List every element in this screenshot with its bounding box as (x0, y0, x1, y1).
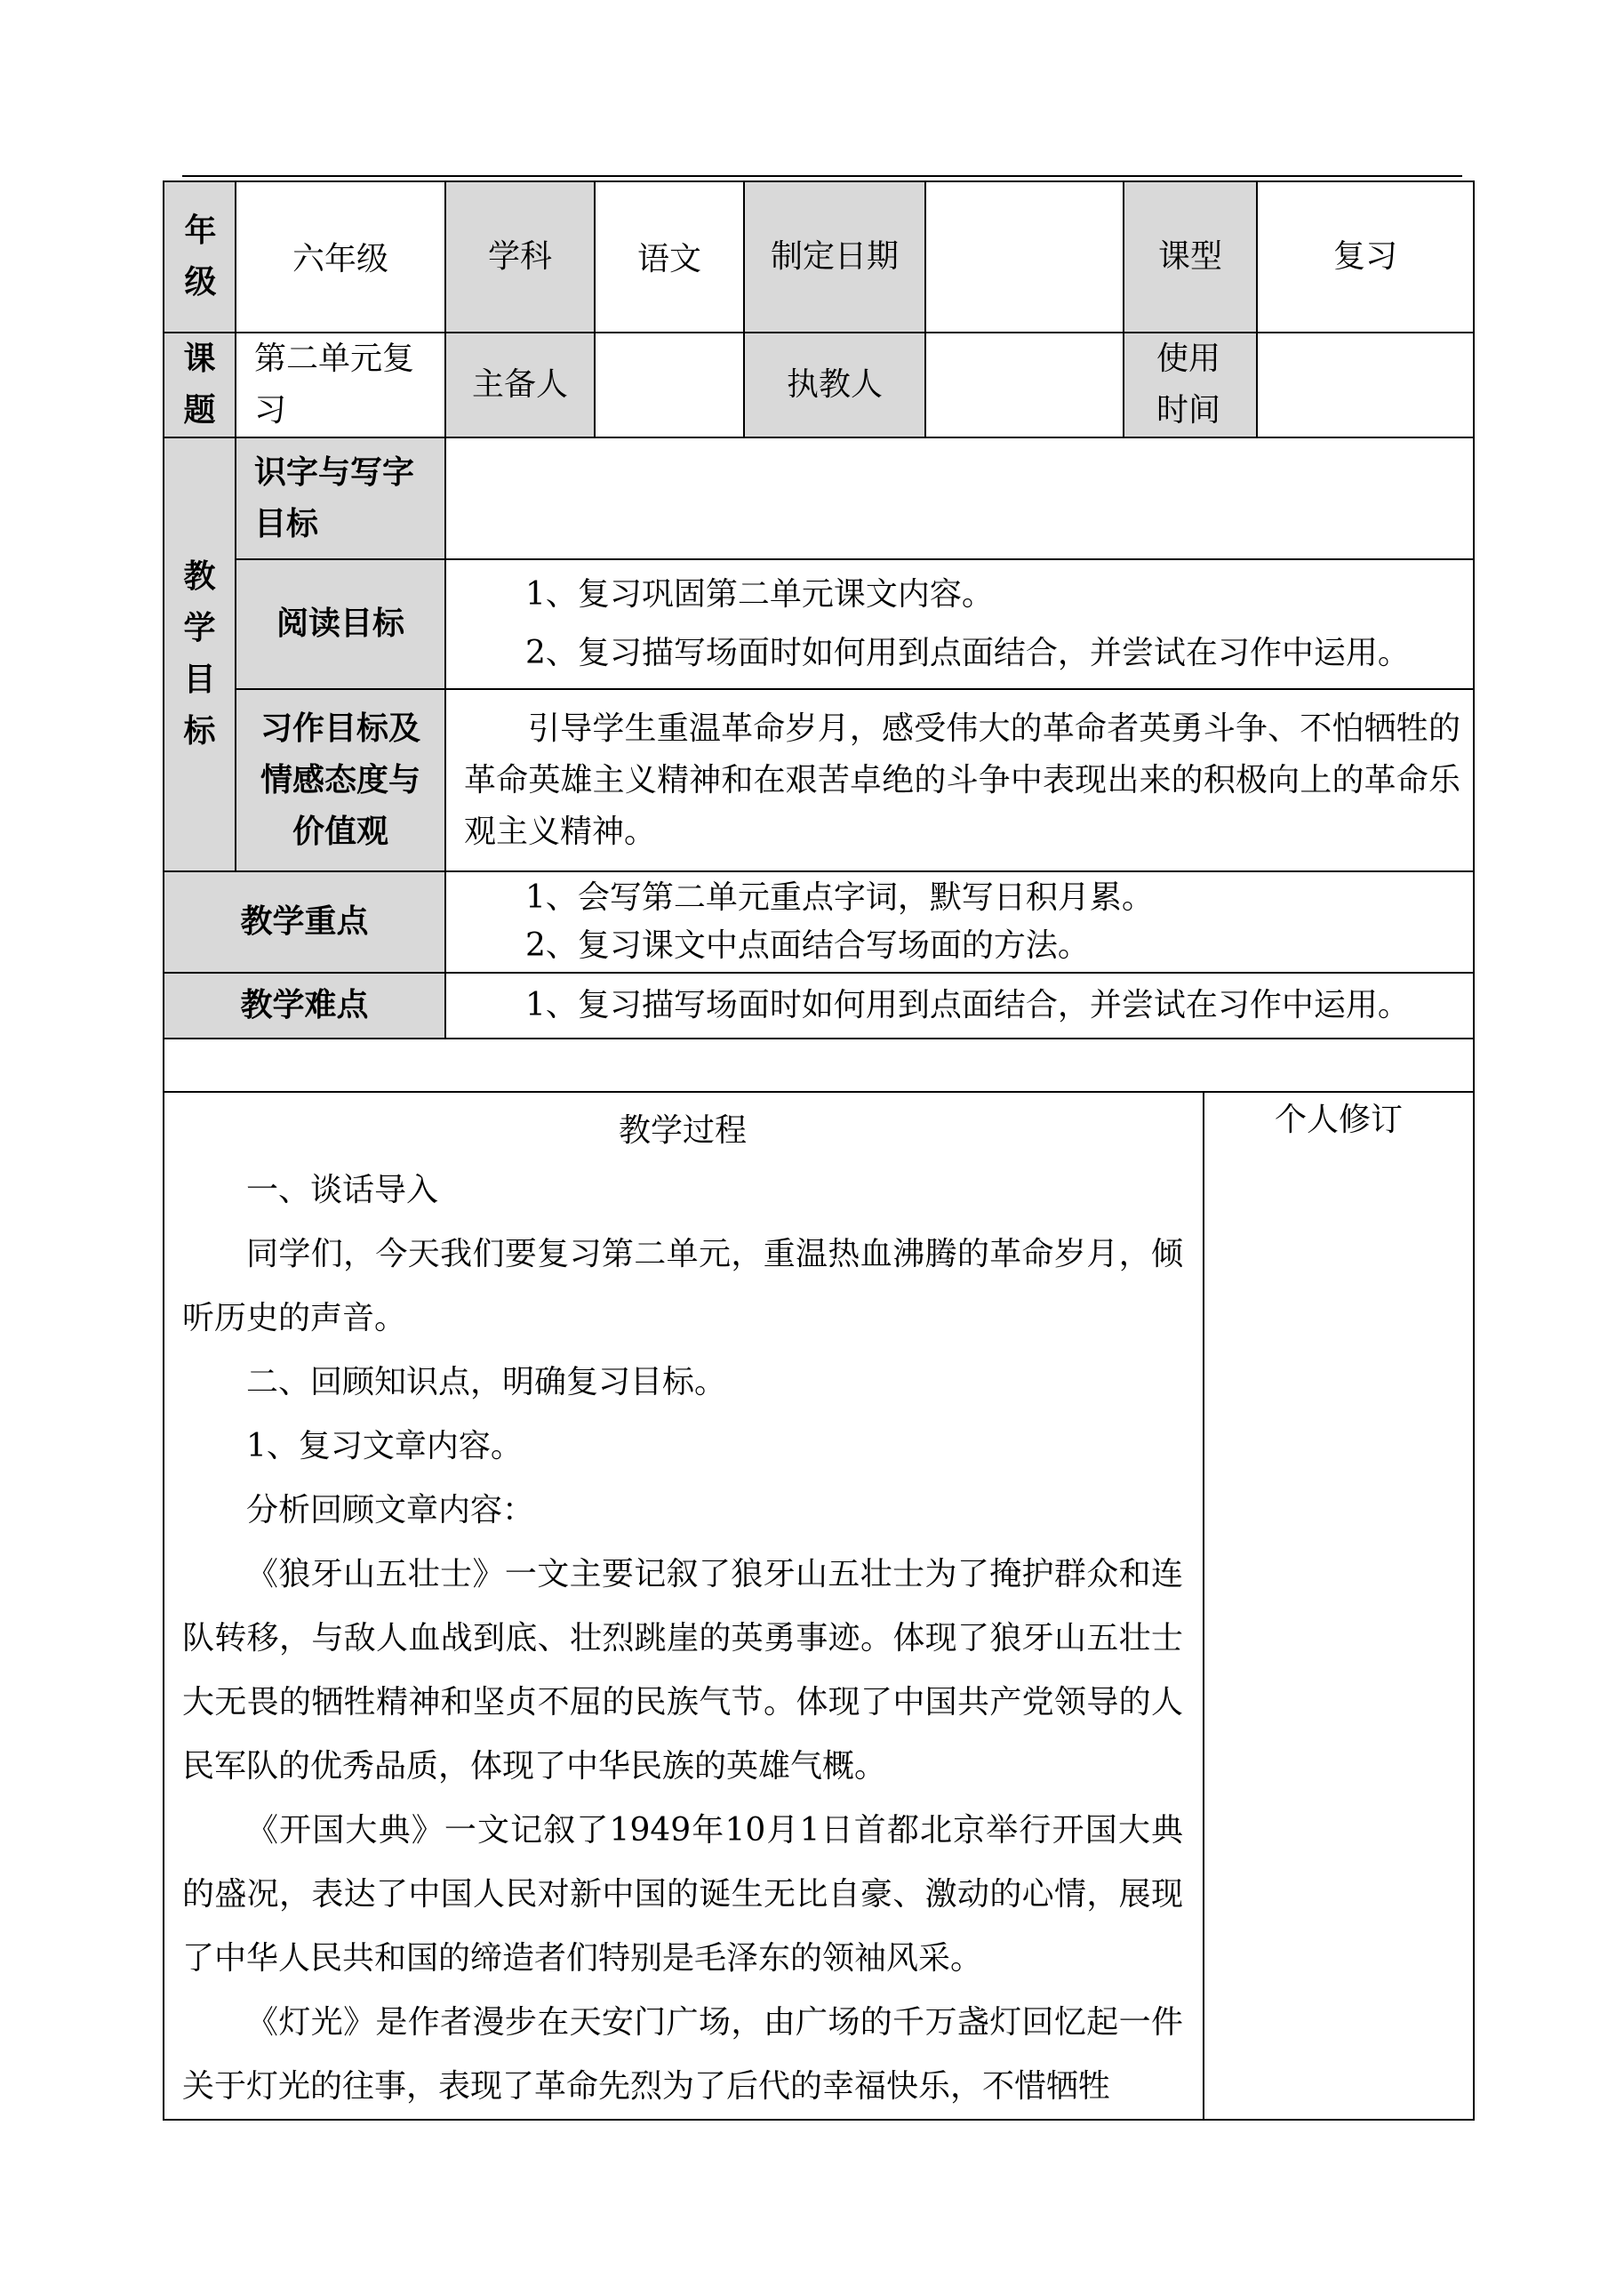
literacy-row (164, 437, 1474, 559)
teacher-label: 执教人 (744, 333, 925, 437)
literacy-text (445, 437, 1474, 559)
revision-cell (1204, 1092, 1474, 2120)
writing-text: 引导学生重温革命岁月，感受伟大的革命者英勇斗争、不怕牺牲的革命英雄主义精神和在艰苦卓绝的斗争中表现出来的积极向上的革命乐观主义精神。 (445, 689, 1474, 871)
writing-label-cell (236, 689, 445, 871)
info-row-1 (164, 181, 1474, 333)
date-value (925, 181, 1124, 333)
grade-value: 六年级 (236, 181, 445, 333)
process-paragraph: 《灯光》是作者漫步在天安门广场，由广场的千万盏灯回忆起一件关于灯光的往事，表现了革命先烈为了后代的幸福快乐，不惜牺牲 (182, 2004, 1183, 2105)
key-point-item: 2、复习课文中点面结合写场面的方法。 (525, 927, 1090, 964)
key-points-table (163, 870, 1475, 1093)
info-row-2 (164, 333, 1474, 437)
grade-label: 年级 (184, 213, 217, 301)
header-rule (182, 175, 1462, 177)
process-row (164, 1092, 1474, 2120)
use-time-label: 使用时间 (1156, 341, 1221, 429)
process-paragraph: 《开国大典》一文记叙了1949年10月1日首都北京举行开国大典的盛况，表达了中国人民对新中国的诞生无比自豪、激动的心情，展现了中华人民共和国的缔造者们特别是毛泽东的领袖风采。 (182, 1812, 1183, 1977)
reading-label: 阅读目标 (236, 559, 445, 689)
preparer-value (595, 333, 744, 437)
reading-row (164, 559, 1474, 689)
writing-row (164, 689, 1474, 871)
key-points-row (164, 871, 1474, 973)
process-title: 教学过程 (618, 1112, 747, 1149)
date-label: 制定日期 (744, 181, 925, 333)
difficulties-items (445, 973, 1474, 1039)
revision-label: 个人修订 (1274, 1102, 1403, 1138)
process-paragraph: 一、谈话导入 (246, 1172, 439, 1208)
difficulty-item: 1、复习描写场面时如何用到点面结合，并尝试在习作中运用。 (525, 987, 1410, 1023)
process-table (163, 1091, 1475, 2121)
key-point-item: 1、会写第二单元重点字词，默写日积月累。 (525, 879, 1154, 916)
process-paragraph: 《狼牙山五壮士》一文主要记叙了狼牙山五壮士为了掩护群众和连队转移，与敌人血战到底、壮烈跳崖的英勇事迹。体现了狼牙山五壮士大无畏的牺牲精神和坚贞不屈的民族气节。体现了中国共产党领导的人民军队的优秀品质，体现了中华民族的英雄气概。 (182, 1556, 1183, 1785)
lesson-plan-table (163, 180, 1473, 2121)
process-cell (164, 1092, 1204, 2120)
key-points-items (445, 871, 1474, 973)
topic-label-cell (164, 333, 236, 437)
grade-label-cell (164, 181, 236, 333)
preparer-label: 主备人 (445, 333, 595, 437)
type-value: 复习 (1257, 181, 1474, 333)
literacy-label: 识字与写字目标 (236, 437, 445, 559)
difficulties-row (164, 973, 1474, 1039)
use-time-value (1257, 333, 1474, 437)
topic-value: 第二单元复习 (236, 333, 445, 437)
process-paragraph: 二、回顾知识点，明确复习目标。 (246, 1364, 727, 1400)
info-table (163, 180, 1475, 438)
use-time-label-cell (1124, 333, 1257, 437)
subject-label: 学科 (445, 181, 595, 333)
goals-section-label-cell (164, 437, 236, 871)
reading-item: 1、复习巩固第二单元课文内容。 (525, 576, 994, 613)
process-paragraph: 分析回顾文章内容： (246, 1492, 535, 1528)
teacher-value (925, 333, 1124, 437)
subject-value: 语文 (595, 181, 744, 333)
reading-items (445, 559, 1474, 689)
spacer-cell (164, 1039, 1474, 1092)
spacer-row (164, 1039, 1474, 1092)
goals-table (163, 437, 1475, 872)
topic-label: 课题 (183, 341, 216, 429)
process-paragraph: 同学们，今天我们要复习第二单元，重温热血沸腾的革命岁月，倾听历史的声音。 (182, 1236, 1183, 1336)
process-paragraph: 1、复习文章内容。 (246, 1428, 523, 1464)
reading-item: 2、复习描写场面时如何用到点面结合，并尝试在习作中运用。 (525, 635, 1410, 671)
goals-section-label: 教学目标 (183, 558, 216, 750)
type-label: 课型 (1124, 181, 1257, 333)
writing-label: 习作目标及情感态度与价值观 (260, 710, 420, 850)
difficulties-label: 教学难点 (164, 973, 445, 1039)
key-points-label: 教学重点 (164, 871, 445, 973)
